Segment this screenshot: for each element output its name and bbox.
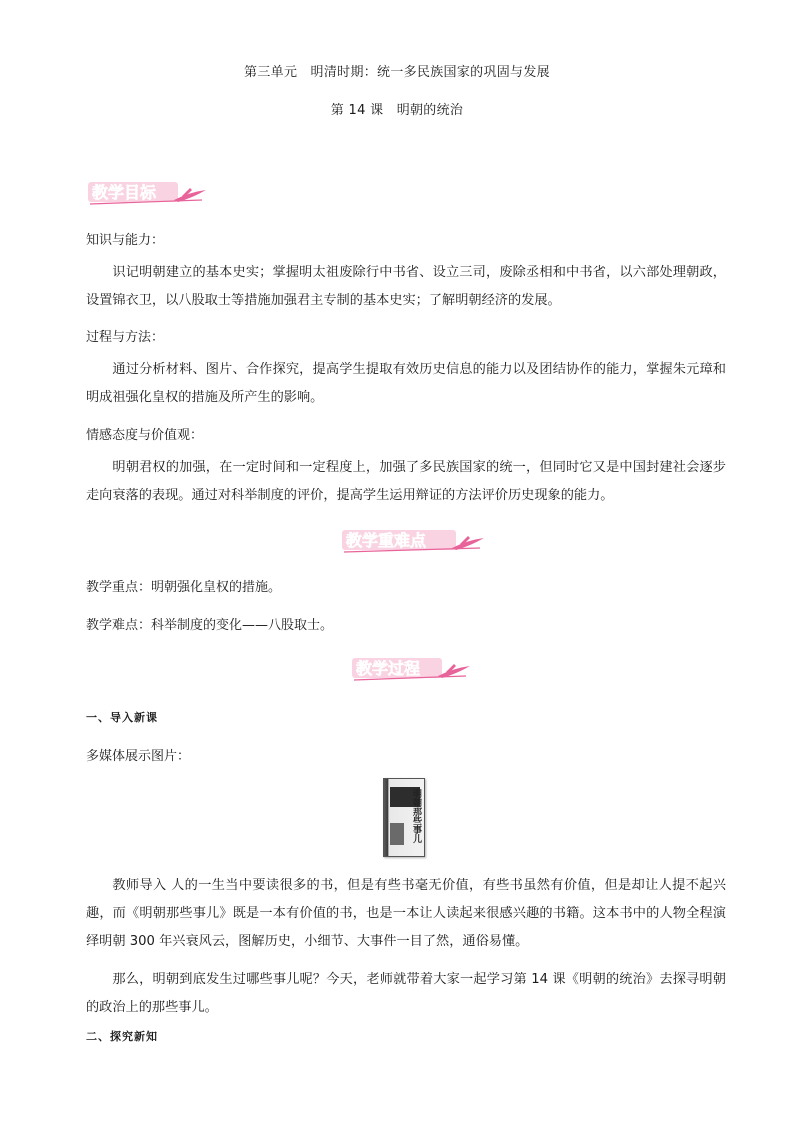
lesson-title: 第 14 课 明朝的统治	[330, 103, 464, 118]
show-images-label: 多媒体展示图片：	[86, 749, 191, 764]
unit-title: 第三单元 明清时期：统一多民族国家的巩固与发展	[244, 65, 550, 80]
section-heading-2: 二、探究新知	[86, 1030, 158, 1043]
process-label: 过程与方法：	[86, 330, 165, 345]
book-cover-band-secondary	[390, 823, 404, 845]
book-cover-image	[383, 778, 425, 857]
key-difficulty: 教学难点：科举制度的变化——八股取士。	[86, 618, 334, 633]
banner-keypoints-text: 教学重难点	[346, 531, 427, 550]
banner-teaching-goals	[86, 178, 210, 208]
values-text: 明朝君权的加强，在一定时间和一定程度上，加强了多民族国家的统一，但同时它又是中国封建社会逐步走向衰落的表现。通过对科举制度的评价，提高学生运用辩证的方法评价历史现象的能力。	[86, 460, 726, 503]
banner-key-points	[340, 526, 490, 556]
knowledge-text: 识记明朝建立的基本史实；掌握明太祖废除行中书省、设立三司，废除丞相和中书省，以六部处理朝政，设置锦衣卫，以八股取士等措施加强君主专制的基本史实；了解明朝经济的发展。	[86, 265, 726, 308]
key-focus: 教学重点：明朝强化皇权的措施。	[86, 580, 282, 595]
transition-text: 那么，明朝到底发生过哪些事儿呢？今天，老师就带着大家一起学习第 14 课《明朝的统治》去探寻明朝的政治上的那些事儿。	[86, 972, 726, 1015]
intro-text: 教师导入 人的一生当中要读很多的书，但是有些书毫无价值，有些书虽然有价值，但是却让人提不起兴趣，而《明朝那些事儿》既是一本有价值的书，也是一本让人读起来很感兴趣的书籍。这本书中的人物全程演绎明朝 300 年兴衰风云，图解历史，小细节、大事件一目了然，通俗易懂。	[86, 878, 726, 949]
knowledge-label: 知识与能力：	[86, 233, 165, 248]
process-text: 通过分析材料、图片、合作探究，提高学生提取有效历史信息的能力以及团结协作的能力，掌握朱元璋和明成祖强化皇权的措施及所产生的影响。	[86, 362, 726, 405]
values-label: 情感态度与价值观：	[86, 428, 204, 443]
book-cover-title: 明朝那些事儿	[411, 789, 421, 843]
banner-goals-text: 教学目标	[92, 183, 157, 202]
section-heading-1: 一、导入新课	[86, 711, 158, 724]
banner-teaching-process	[350, 654, 474, 684]
banner-process-text: 教学过程	[356, 659, 421, 678]
